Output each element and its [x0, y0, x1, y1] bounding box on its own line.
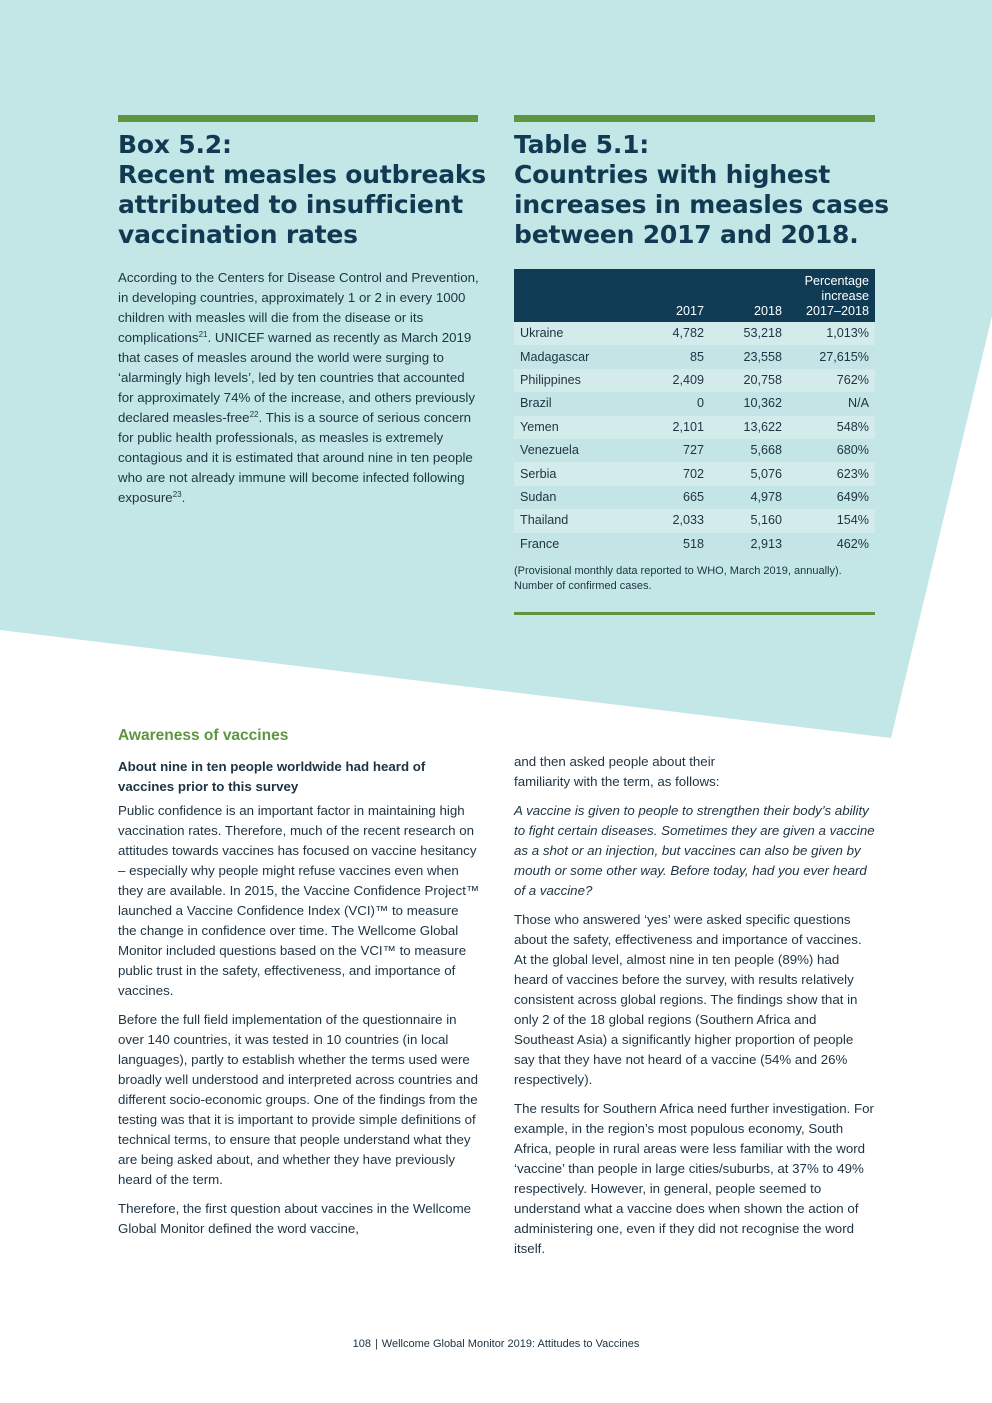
- cell-country: Thailand: [514, 509, 634, 532]
- cell-country: Yemen: [514, 416, 634, 439]
- cell-pct: 154%: [788, 509, 875, 532]
- cell-country: Serbia: [514, 462, 634, 485]
- cell-2018: 2,913: [710, 533, 788, 556]
- cell-2017: 85: [634, 345, 710, 368]
- table-bottom-rule: [514, 612, 875, 615]
- cell-pct: 1,013%: [788, 322, 875, 345]
- box-body-text: According to the Centers for Disease Control and Prevention, in developing countries, approximately 1 or 2 in every 1000 children with measles will die from the disease or its complications: [118, 270, 479, 345]
- table-title-line: Table 5.1:: [514, 130, 650, 159]
- cell-pct: 649%: [788, 486, 875, 509]
- table-row: [514, 486, 875, 509]
- section-subheading: About nine in ten people worldwide had heard of vaccines prior to this survey: [118, 759, 426, 794]
- cell-2017: 702: [634, 462, 710, 485]
- page-number: 108: [352, 1338, 371, 1350]
- measles-table: [514, 269, 875, 556]
- footnote-ref[interactable]: 23: [172, 490, 182, 499]
- box-body-text: . UNICEF warned as recently as March 2019 that cases of measles around the world were surging to ‘alarmingly high levels’, led by ten countries that accounted for approximately 74% of the increase, and others previously declared measles-free: [118, 330, 475, 425]
- paragraph: and then asked people about their familiarity with the term, as follows:: [514, 754, 720, 789]
- table-row: [514, 462, 875, 485]
- table-row: [514, 509, 875, 532]
- table-row: [514, 416, 875, 439]
- header-percentage-increase: [788, 269, 875, 322]
- paragraph: Those who answered ‘yes’ were asked specific questions about the safety, effectiveness and importance of vaccines. At the global level, almost nine in ten people (89%) had heard of vaccines before the survey, with results relatively consistent across global regions. The findings show that in only 2 of the 18 global regions (Southern Africa and Southeast Asia) a significantly higher proportion of people say that they have not heard of a vaccine (54% and 26% respectively).: [514, 912, 862, 1087]
- cell-pct: 548%: [788, 416, 875, 439]
- paragraph: Therefore, the first question about vaccines in the Wellcome Global Monitor defined the word vaccine,: [118, 1201, 472, 1236]
- box-top-rule: [118, 115, 478, 122]
- header-line: 2017–2018: [805, 304, 869, 318]
- header-country: [514, 269, 634, 322]
- table-row: [514, 369, 875, 392]
- table-row: [514, 322, 875, 345]
- table-title: [514, 130, 894, 250]
- cell-country: France: [514, 533, 634, 556]
- right-column: [514, 752, 876, 1268]
- header-line: Percentage: [804, 274, 869, 288]
- box-title-line: Box 5.2:: [118, 130, 232, 159]
- footnote-ref[interactable]: 22: [249, 410, 259, 419]
- footer-separator: |: [374, 1338, 378, 1350]
- cell-2017: 4,782: [634, 322, 710, 345]
- table-row: [514, 533, 875, 556]
- cell-2018: 10,362: [710, 392, 788, 415]
- footnote-ref[interactable]: 21: [198, 330, 208, 339]
- cell-2018: 20,758: [710, 369, 788, 392]
- cell-2018: 4,978: [710, 486, 788, 509]
- box-body-text: . This is a source of serious concern for public health professionals, as measles is extremely contagious and it is estimated that around nine in ten people who are not already immune will become infected following exposure: [118, 410, 473, 505]
- header-2018: 2018: [710, 269, 788, 322]
- cell-country: Madagascar: [514, 345, 634, 368]
- cell-2018: 5,076: [710, 462, 788, 485]
- box-body-text: .: [181, 490, 186, 505]
- left-column: [118, 801, 480, 1248]
- page-footer: [0, 1338, 992, 1350]
- cell-pct: N/A: [788, 392, 875, 415]
- cell-2018: 13,622: [710, 416, 788, 439]
- cell-2017: 2,409: [634, 369, 710, 392]
- table-top-rule: [514, 115, 875, 122]
- section-title: Awareness of vaccines: [118, 727, 289, 744]
- header-line: increase: [821, 289, 869, 303]
- table-row: [514, 392, 875, 415]
- cell-2017: 2,101: [634, 416, 710, 439]
- publication-title: Wellcome Global Monitor 2019: Attitudes to Vaccines: [381, 1338, 640, 1350]
- table-header-row: [514, 269, 875, 322]
- table-row: [514, 439, 875, 462]
- table-title-line: Countries with highest: [514, 160, 831, 189]
- box-title-line: vaccination rates: [118, 220, 358, 249]
- cell-2017: 0: [634, 392, 710, 415]
- cell-2017: 727: [634, 439, 710, 462]
- cell-2017: 518: [634, 533, 710, 556]
- cell-pct: 462%: [788, 533, 875, 556]
- cell-country: Philippines: [514, 369, 634, 392]
- box-title-line: attributed to insufficient: [118, 190, 463, 219]
- cell-2017: 665: [634, 486, 710, 509]
- header-2017: 2017: [634, 269, 710, 322]
- cell-2018: 5,160: [710, 509, 788, 532]
- cell-country: Venezuela: [514, 439, 634, 462]
- table-title-line: increases in measles cases: [514, 190, 889, 219]
- cell-country: Ukraine: [514, 322, 634, 345]
- paragraph: The results for Southern Africa need further investigation. For example, in the region’s most populous economy, South Africa, people in rural areas were less familiar with the word ‘vaccine’ than people in large cities/suburbs, at 37% to 49% respectively. However, in general, people seemed to understand what a vaccine does when shown the action of administering one, even if they did not recognise the word itself.: [514, 1101, 874, 1256]
- paragraph: Before the full field implementation of the questionnaire in over 140 countries, it was tested in 10 countries (in local languages), partly to establish whether the terms used were broadly well understood and interpreted across countries and different socio-economic groups. One of the findings from the testing was that it is important to provide simple definitions of technical terms, to ensure that people understand what they are being asked about, and whether they have previously heard of the term.: [118, 1012, 478, 1187]
- cell-pct: 762%: [788, 369, 875, 392]
- quote: A vaccine is given to people to strengthen their body’s ability to fight certain diseases. Sometimes they are given a vaccine as a shot or an injection, but vaccines can also be given by mouth or some other way. Before today, had you ever heard of a vaccine?: [514, 803, 875, 898]
- table-title-line: between 2017 and 2018.: [514, 220, 859, 249]
- box-body: [118, 268, 480, 508]
- cell-2018: 5,668: [710, 439, 788, 462]
- cell-country: Brazil: [514, 392, 634, 415]
- cell-pct: 623%: [788, 462, 875, 485]
- table-row: [514, 345, 875, 368]
- cell-2017: 2,033: [634, 509, 710, 532]
- cell-2018: 53,218: [710, 322, 788, 345]
- table-note: (Provisional monthly data reported to WHO, March 2019, annually). Number of confirmed cases.: [514, 565, 842, 592]
- cell-country: Sudan: [514, 486, 634, 509]
- paragraph: Public confidence is an important factor in maintaining high vaccination rates. Therefore, much of the recent research on attitudes towards vaccines has focused on vaccine hesitancy – especially why people might refuse vaccines even when they are available. In 2015, the Vaccine Confidence Project™ launched a Vaccine Confidence Index (VCI)™ to measure the change in confidence over time. The Wellcome Global Monitor included questions based on the VCI™ to measure public trust in the safety, effectiveness, and importance of vaccines.: [118, 803, 480, 998]
- cell-pct: 680%: [788, 439, 875, 462]
- box-title: [118, 130, 488, 250]
- box-title-line: Recent measles outbreaks: [118, 160, 486, 189]
- cell-pct: 27,615%: [788, 345, 875, 368]
- cell-2018: 23,558: [710, 345, 788, 368]
